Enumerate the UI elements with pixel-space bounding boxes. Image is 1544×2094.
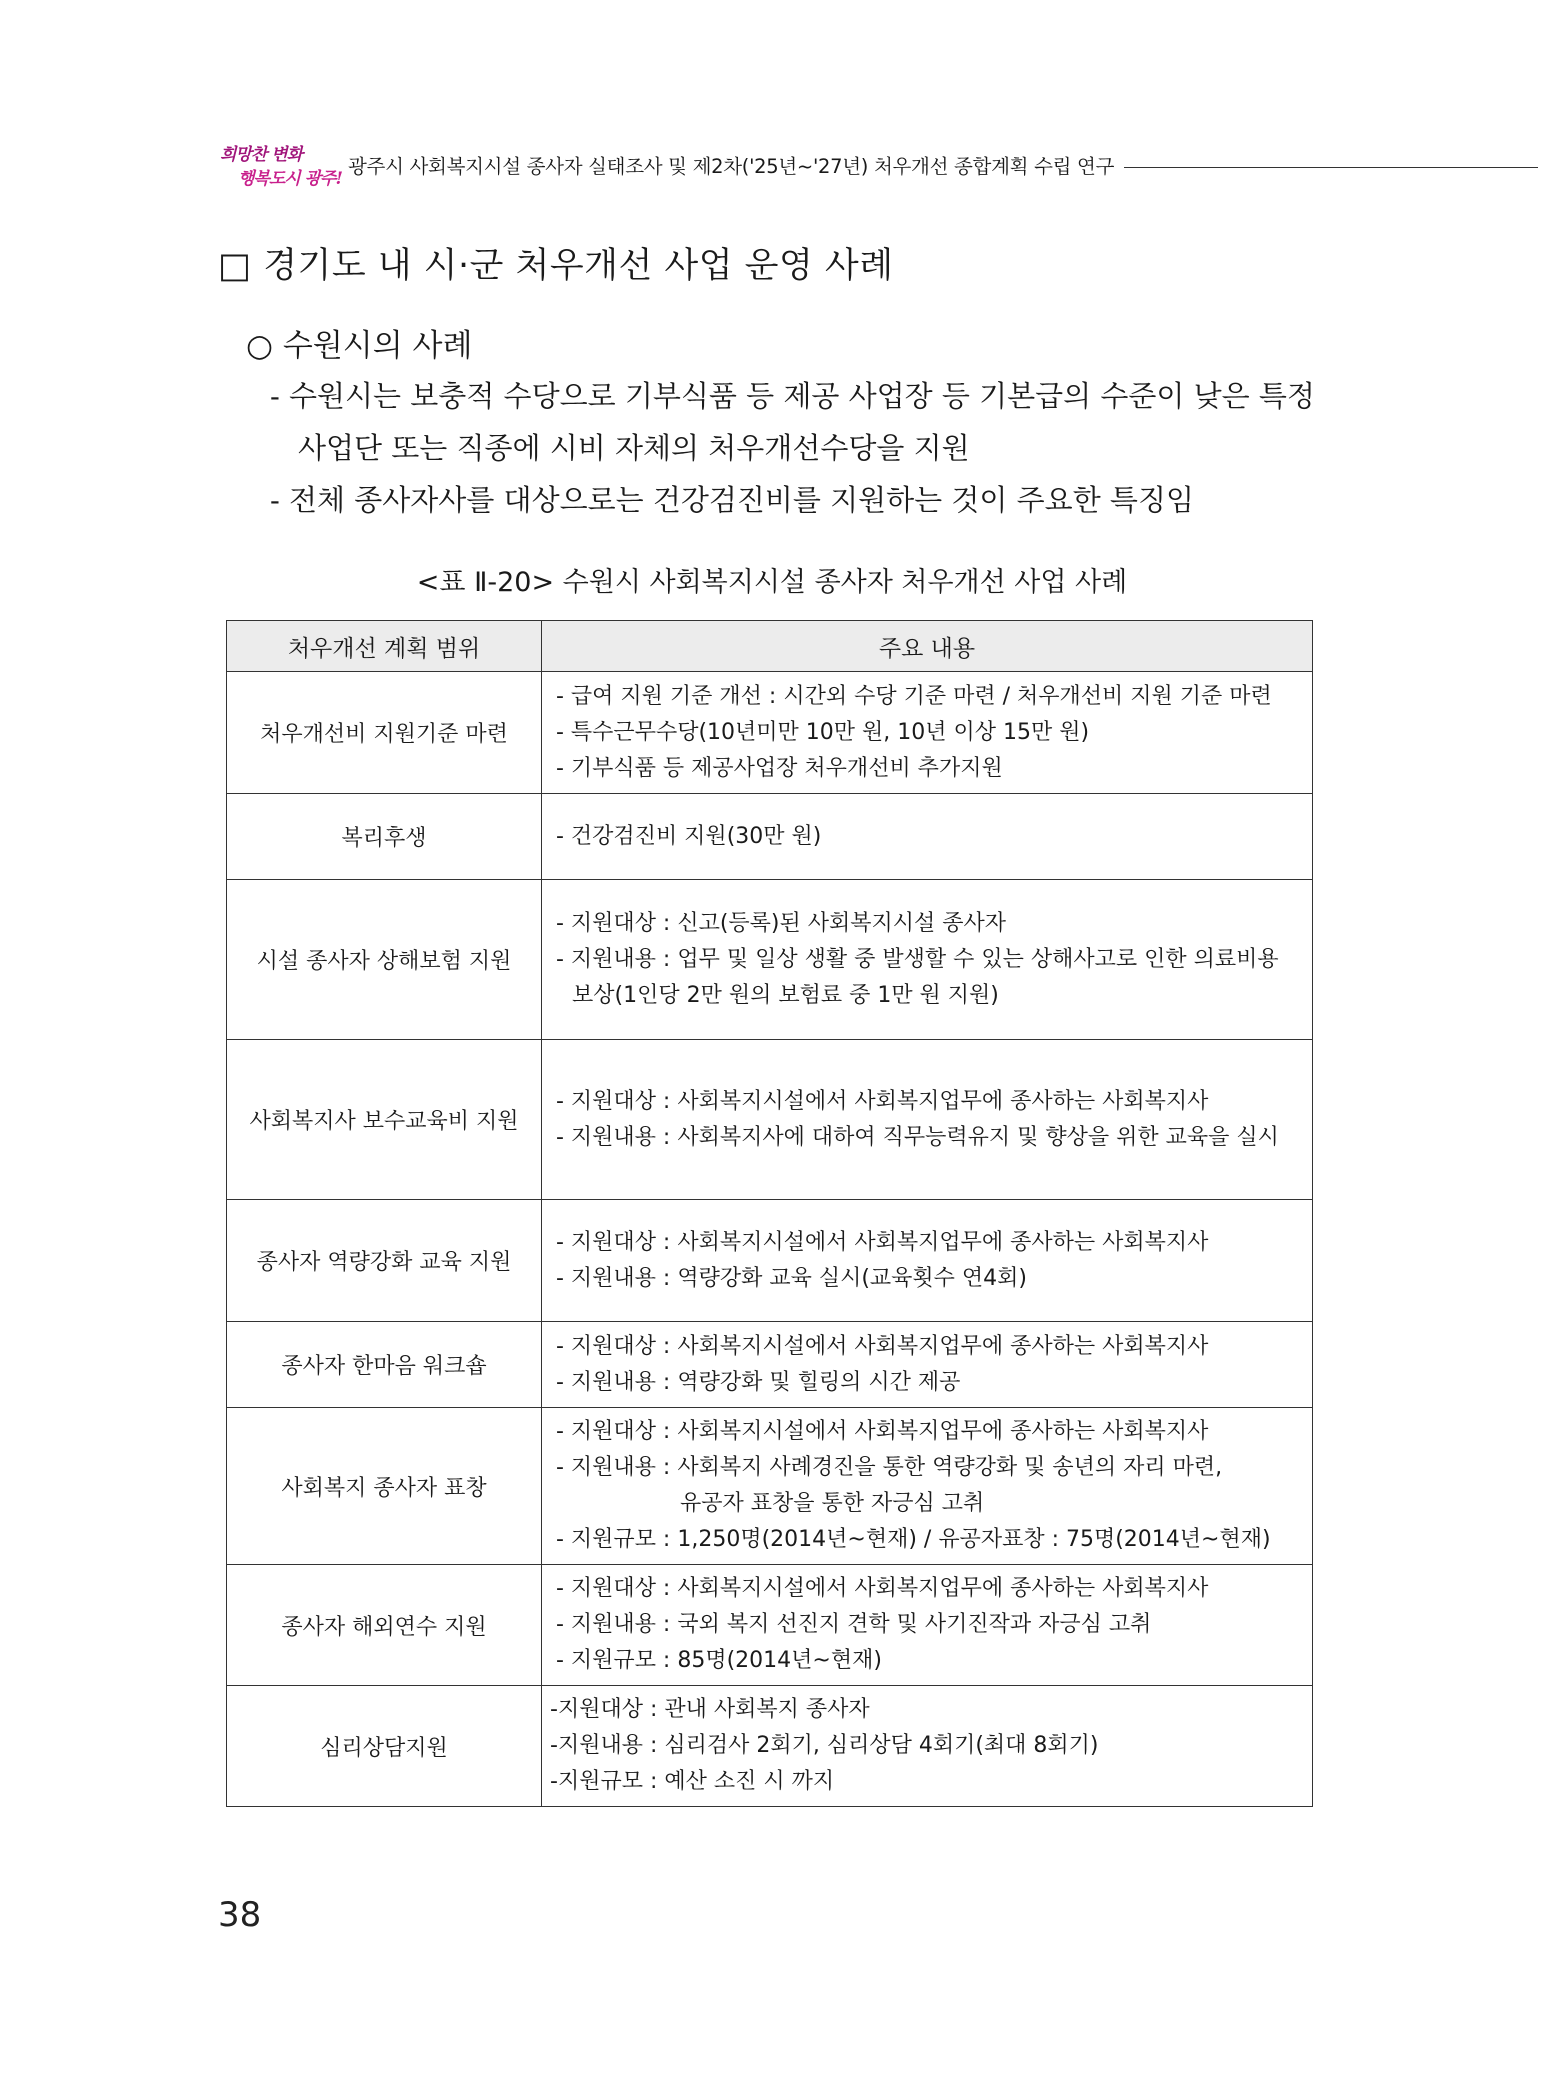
row-category: 종사자 역량강화 교육 지원: [227, 1200, 542, 1322]
bullet-text: - 수원시는 보충적 수당으로 기부식품 등 제공 사업장 등 기본급의 수준이 낮은 특정: [270, 379, 1315, 413]
content-line: - 지원대상 : 사회복지시설에서 사회복지업무에 종사하는 사회복지사: [556, 1088, 1209, 1114]
content-line: - 지원내용 : 역량강화 교육 실시(교육횟수 연4회): [556, 1265, 1028, 1291]
bullet-list: [270, 370, 1330, 526]
content-line: 유공자 표창을 통한 자긍심 고취: [680, 1491, 985, 1516]
running-header-title: 광주시 사회복지시설 종사자 실태조사 및 제2차('25년~'27년) 처우개선 종합계획 수립 연구: [348, 155, 1115, 178]
row-content: [542, 672, 1313, 794]
page-header: [218, 140, 1538, 190]
row-content: [542, 1322, 1313, 1408]
bullet-text: - 전체 종사자사를 대상으로는 건강검진비를 지원하는 것이 주요한 특징임: [270, 483, 1194, 517]
content-line: - 지원규모 : 1,250명(2014년~현재) / 유공자표창 : 75명(2014년~현재): [556, 1527, 1271, 1552]
row-content: [542, 794, 1313, 880]
row-content: [542, 880, 1313, 1040]
content-line: - 지원대상 : 신고(등록)된 사회복지시설 종사자: [556, 910, 1007, 936]
logo-line-2: 행복도시 광주!: [238, 169, 342, 189]
content-line: -지원규모 : 예산 소진 시 까지: [550, 1769, 835, 1794]
bullet-item: [270, 474, 1330, 526]
row-category: 사회복지 종사자 표창: [227, 1408, 542, 1565]
row-category: 심리상담지원: [227, 1686, 542, 1807]
content-line: - 지원내용 : 사회복지사에 대하여 직무능력유지 및 향상을 위한 교육을 실시: [556, 1124, 1279, 1150]
content-line: - 지원대상 : 사회복지시설에서 사회복지업무에 종사하는 사회복지사: [556, 1333, 1209, 1359]
bullet-continuation: 사업단 또는 직종에 시비 자체의 처우개선수당을 지원: [298, 431, 970, 465]
row-content: [542, 1200, 1313, 1322]
logo-line-1: 희망찬 변화: [220, 145, 303, 165]
content-line: - 지원내용 : 국외 복지 선진지 견학 및 사기진작과 자긍심 고취: [556, 1612, 1152, 1637]
program-table: [226, 620, 1313, 1807]
content-line: - 특수근무수당(10년미만 10만 원, 10년 이상 15만 원): [556, 719, 1090, 745]
table-caption: <표 Ⅱ-20> 수원시 사회복지시설 종사자 처우개선 사업 사례: [416, 567, 1128, 598]
table-row: [227, 794, 1313, 880]
content-line: - 지원대상 : 사회복지시설에서 사회복지업무에 종사하는 사회복지사: [556, 1229, 1209, 1255]
column-header-scope: 처우개선 계획 범위: [227, 621, 542, 672]
row-category: 시설 종사자 상해보험 지원: [227, 880, 542, 1040]
content-line: -지원내용 : 심리검사 2회기, 심리상담 4회기(최대 8회기): [550, 1733, 1099, 1758]
content-line: 보상(1인당 2만 원의 보험료 중 1만 원 지원): [572, 982, 999, 1008]
row-category: 종사자 한마음 워크숍: [227, 1322, 542, 1408]
row-content: [542, 1565, 1313, 1686]
row-category: 종사자 해외연수 지원: [227, 1565, 542, 1686]
content-line: -지원대상 : 관내 사회복지 종사자: [550, 1697, 870, 1722]
row-category: 처우개선비 지원기준 마련: [227, 672, 542, 794]
row-content: [542, 1408, 1313, 1565]
table-row: [227, 1200, 1313, 1322]
column-header-content: 주요 내용: [542, 621, 1313, 672]
header-divider: [1124, 167, 1538, 168]
table-row: [227, 1322, 1313, 1408]
row-category: 복리후생: [227, 794, 542, 880]
page-number: 38: [218, 1895, 262, 1935]
table-row: [227, 1408, 1313, 1565]
content-line: - 지원규모 : 85명(2014년~현재): [556, 1648, 882, 1673]
city-slogan-logo: [218, 140, 342, 190]
content-line: - 지원대상 : 사회복지시설에서 사회복지업무에 종사하는 사회복지사: [556, 1419, 1209, 1444]
section-title: □ 경기도 내 시·군 처우개선 사업 운영 사례: [218, 246, 894, 286]
table-row: [227, 1040, 1313, 1200]
table-header-row: [227, 621, 1313, 672]
row-category: 사회복지사 보수교육비 지원: [227, 1040, 542, 1200]
content-line: - 급여 지원 기준 개선 : 시간외 수당 기준 마련 / 처우개선비 지원 기준 마련: [556, 683, 1272, 709]
table-row: [227, 1686, 1313, 1807]
table-row: [227, 672, 1313, 794]
content-line: - 지원내용 : 업무 및 일상 생활 중 발생할 수 있는 상해사고로 인한 의료비용: [556, 946, 1279, 972]
subsection-title: ○ 수원시의 사례: [246, 328, 473, 364]
table-row: [227, 880, 1313, 1040]
content-line: - 건강검진비 지원(30만 원): [556, 823, 822, 849]
content-line: - 지원대상 : 사회복지시설에서 사회복지업무에 종사하는 사회복지사: [556, 1576, 1209, 1601]
row-content: [542, 1040, 1313, 1200]
content-line: - 지원내용 : 사회복지 사례경진을 통한 역량강화 및 송년의 자리 마련,: [556, 1455, 1223, 1480]
content-line: - 기부식품 등 제공사업장 처우개선비 추가지원: [556, 755, 1003, 781]
content-line: - 지원내용 : 역량강화 및 힐링의 시간 제공: [556, 1369, 961, 1395]
table-row: [227, 1565, 1313, 1686]
row-content: [542, 1686, 1313, 1807]
bullet-item: [270, 370, 1330, 474]
